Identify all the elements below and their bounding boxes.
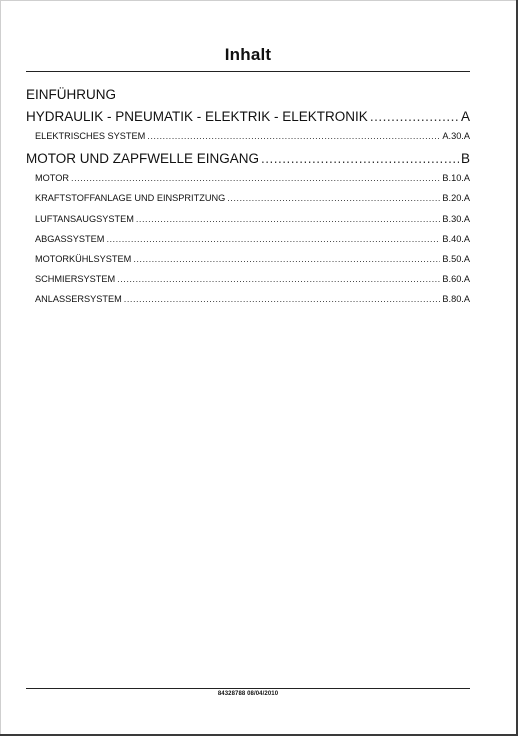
toc-item-ref: B.80.A: [442, 294, 470, 305]
title-divider: [26, 71, 470, 72]
toc-item-ref: B.50.A: [442, 253, 470, 264]
toc-section-hydraulik[interactable]: [26, 108, 470, 130]
toc-leader-dots: [227, 192, 440, 204]
toc-leader-dots: [133, 253, 440, 265]
toc-item-motor[interactable]: [26, 172, 470, 192]
toc-leader-dots: [106, 233, 440, 245]
toc-leader-dots: [147, 130, 440, 142]
toc-item-ref: B.10.A: [442, 173, 470, 184]
page-edge-left: [0, 0, 1, 734]
footer-divider: [26, 688, 470, 689]
toc-leader-dots: [124, 293, 441, 305]
toc-section-label: MOTOR UND ZAPFWELLE EINGANG: [26, 151, 260, 167]
toc-item-abgassystem[interactable]: [26, 233, 470, 253]
toc-item-label: SCHMIERSYSTEM: [35, 274, 116, 285]
toc-leader-dots: [261, 150, 459, 167]
toc-item-label: ANLASSERSYSTEM: [35, 294, 122, 305]
toc-item-elektrisches-system[interactable]: [26, 130, 470, 150]
toc-item-label: MOTORKÜHLSYSTEM: [35, 253, 132, 264]
toc-leader-dots: [71, 172, 440, 184]
toc-item-label: ELEKTRISCHES SYSTEM: [35, 131, 146, 141]
toc-leader-dots: [117, 273, 440, 285]
toc-item-ref: B.40.A: [442, 233, 470, 244]
toc-section-ref: B: [460, 151, 470, 167]
toc-intro-heading[interactable]: EINFÜHRUNG: [26, 87, 116, 102]
footer-doc-number: 84328788 08/04/2010: [217, 691, 279, 697]
table-of-contents: [26, 86, 470, 314]
toc-item-ref: B.30.A: [442, 213, 470, 224]
toc-section-label: HYDRAULIK - PNEUMATIK - ELEKTRIK - ELEKTRONIK: [26, 109, 368, 124]
toc-item-label: KRAFTSTOFFANLAGE UND EINSPRITZUNG: [35, 193, 226, 204]
page-title: Inhalt: [224, 45, 272, 64]
toc-item-ref: B.60.A: [442, 274, 470, 285]
toc-section-ref: A: [460, 109, 470, 124]
toc-item-label: ABGASSYSTEM: [35, 233, 105, 244]
toc-item-ref: A.30.A: [442, 131, 470, 141]
page-edge-top: [0, 0, 516, 1]
toc-section-motor-zapfwelle[interactable]: [26, 150, 470, 172]
toc-item-motorkuehlsystem[interactable]: [26, 253, 470, 273]
toc-item-schmiersystem[interactable]: [26, 273, 470, 293]
toc-leader-dots: [136, 213, 441, 225]
toc-item-kraftstoffanlage[interactable]: [26, 192, 470, 212]
toc-item-label: LUFTANSAUGSYSTEM: [35, 213, 134, 224]
toc-item-ref: B.20.A: [442, 193, 470, 204]
toc-leader-dots: [370, 108, 459, 125]
toc-item-label: MOTOR: [35, 173, 70, 184]
toc-item-luftansaugsystem[interactable]: [26, 213, 470, 233]
toc-item-anlassersystem[interactable]: [26, 293, 470, 313]
